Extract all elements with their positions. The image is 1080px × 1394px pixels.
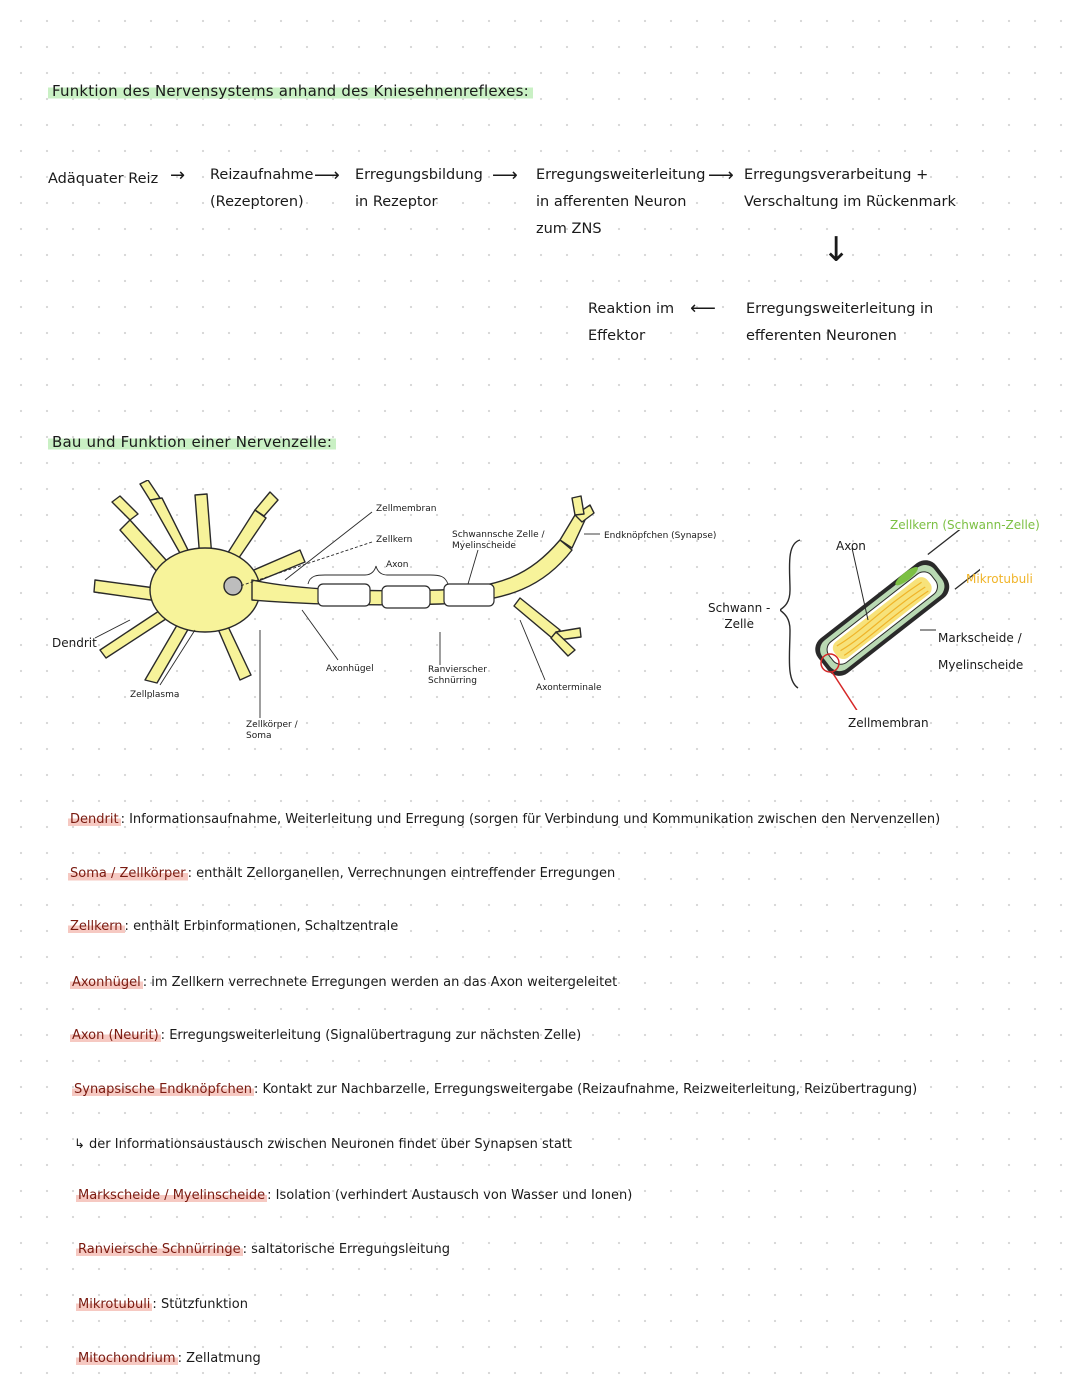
- neuron-diagram: [0, 480, 720, 760]
- flow-step-stimulus: Adäquater Reiz: [48, 171, 159, 187]
- arrow-right-icon: ⟶: [492, 165, 518, 186]
- definition-item: Markscheide / Myelinscheide : Isolation (verhindert Austausch von Wasser und Ionen): [78, 1188, 633, 1203]
- definition-item: Dendrit : Informationsaufnahme, Weiterleitung und Erregung (sorgen für Verbindung und Kommunikation zwischen den Nervenzellen): [70, 812, 941, 827]
- membrane-line: [832, 672, 858, 710]
- title-reflex: Funktion des Nervensystems anhand des Kniesehnenreflexes:: [48, 82, 533, 100]
- label-zellplasma: Zellplasma: [130, 690, 180, 700]
- arrow-right-icon: ⟶: [314, 165, 340, 186]
- label-schwann: Schwannsche Zelle / Myelinscheide: [452, 530, 545, 551]
- definition-item: Synapsische Endknöpfchen : Kontakt zur Nachbarzelle, Erregungsweitergabe (Reizaufnahme, Reizweiterleitung, Reizübertragung): [74, 1082, 918, 1097]
- arrow-right-icon: ⟶: [708, 165, 734, 186]
- label-zellkern: Zellkern: [376, 535, 413, 545]
- definition-note: ↳ der Informationsaustausch zwischen Neuronen findet über Synapsen statt: [74, 1137, 572, 1152]
- arrow-down-icon: ↓: [822, 230, 851, 270]
- flow-step-generation: Erregungsbildung in Rezeptor: [355, 167, 483, 210]
- flow-step-reception: Reizaufnahme (Rezeptoren): [210, 167, 314, 210]
- title-neuron: Bau und Funktion einer Nervenzelle:: [48, 433, 336, 451]
- label-zellmembran-schwann: Zellmembran: [848, 716, 929, 730]
- label-endknoepfchen: Endknöpfchen (Synapse): [604, 531, 717, 541]
- label-mikrotubuli: Mikrotubuli: [966, 572, 1033, 586]
- definition-item: Ranviersche Schnürringe : saltatorische Erregungsleitung: [78, 1242, 451, 1257]
- label-ranvier: Ranvierscher Schnürring: [428, 665, 487, 686]
- flow-step-afferent: Erregungsweiterleitung in afferenten Neuron zum ZNS: [536, 167, 706, 237]
- arrow-right-icon: →: [170, 165, 186, 186]
- definition-item: Soma / Zellkörper : enthält Zellorganellen, Verrechnungen eintreffender Erregungen: [70, 866, 616, 881]
- myelin-sheaths: [318, 584, 494, 608]
- label-axon-schwann: Axon: [836, 539, 866, 553]
- flow-step-effector: Reaktion im Effektor: [588, 301, 675, 344]
- nucleus: [224, 577, 242, 595]
- label-axon: Axon: [386, 560, 409, 570]
- definition-item: Axon (Neurit) : Erregungsweiterleitung (Signalübertragung zur nächsten Zelle): [72, 1028, 582, 1043]
- label-markscheide: Markscheide / Myelinscheide: [938, 631, 1024, 672]
- definition-item: Axonhügel : im Zellkern verrechnete Erregungen werden an das Axon weitergeleitet: [72, 975, 618, 990]
- schwann-diagram: [780, 530, 980, 710]
- neuron-body: [94, 480, 594, 683]
- definition-item: Mitochondrium : Zellatmung: [78, 1351, 261, 1366]
- label-schwann-zelle: Schwann - Zelle: [708, 601, 771, 631]
- label-zellmembran: Zellmembran: [376, 504, 437, 514]
- label-zellkern-schwann: Zellkern (Schwann-Zelle): [890, 518, 1040, 532]
- label-axonterminale: Axonterminale: [536, 683, 602, 693]
- arrow-left-icon: ⟵: [690, 298, 716, 319]
- label-axonhuegel: Axonhügel: [326, 664, 374, 674]
- definition-item: Mikrotubuli : Stützfunktion: [78, 1297, 248, 1312]
- label-soma: Zellkörper / Soma: [246, 720, 298, 741]
- brace: [780, 540, 800, 688]
- definition-item: Zellkern : enthält Erbinformationen, Schaltzentrale: [70, 919, 399, 934]
- flow-step-efferent: Erregungsweiterleitung in efferenten Neuronen: [746, 301, 934, 344]
- flow-step-processing: Erregungsverarbeitung + Verschaltung im Rückenmark: [744, 167, 956, 210]
- label-dendrit: Dendrit: [52, 636, 97, 650]
